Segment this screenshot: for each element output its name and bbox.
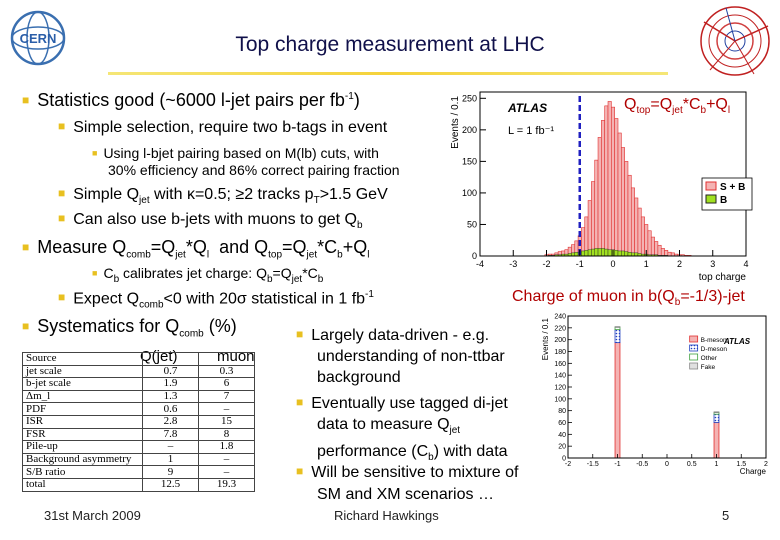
table-cell: –	[143, 441, 199, 454]
table-cell: 15	[199, 415, 255, 428]
background-bar	[598, 248, 601, 256]
signal-bar	[658, 245, 661, 256]
table-cell: –	[199, 453, 255, 466]
signal-bar	[621, 148, 624, 256]
y-tick-label: 180	[554, 349, 566, 356]
y-tick-label: 120	[554, 384, 566, 392]
muon-charge-histogram	[540, 308, 774, 478]
muon-charge-label: Charge of muon in $b(Q_b=-1/3)$-jet	[512, 288, 745, 309]
table-cell: ISR	[23, 415, 143, 428]
signal-bar	[611, 107, 614, 256]
background-bar	[615, 250, 618, 256]
signal-bar	[641, 217, 644, 256]
table-cell: 1.8	[199, 441, 255, 454]
legend-swatch-signal	[706, 182, 716, 190]
bullet-statistics: ■ Statistics good (~6000 l-jet pairs per $fb^{-1}$)	[22, 90, 360, 110]
signal-bar	[618, 133, 621, 256]
systematics-table	[22, 352, 255, 492]
table-row	[23, 428, 255, 441]
table-col-header-muon: muon	[217, 348, 255, 365]
y-tick-label: 0	[562, 455, 566, 463]
table-cell: 8	[199, 428, 255, 441]
signal-bar	[635, 198, 638, 256]
cern-logo-text: CERN	[19, 31, 57, 46]
background-bar	[581, 251, 584, 256]
y-tick-label: 220	[554, 325, 566, 333]
table-cell: 12.5	[143, 478, 199, 491]
bullet-pairing: ■ Using l-bjet pairing based on M(lb) cuts, with 30% efficiency and 86% correct pairing fraction	[92, 145, 400, 178]
table-cell: –	[199, 466, 255, 479]
background-bar	[625, 252, 628, 256]
table-cell: Background asymmetry	[23, 453, 143, 466]
table-cell: 7.8	[143, 428, 199, 441]
signal-bar	[588, 200, 591, 256]
legend-swatch	[690, 363, 698, 369]
qtop-formula-label: $Q_{top}=Q_{jet}*C_b+Q_l$	[624, 96, 731, 117]
y-tick-label: 150	[461, 156, 477, 167]
table-row	[23, 365, 255, 378]
page-number: 5	[722, 508, 730, 523]
legend-swatch	[690, 345, 698, 351]
y-tick-label: 160	[554, 360, 566, 368]
signal-bar	[608, 101, 611, 256]
x-tick-label: -1	[575, 259, 584, 269]
background-bar	[585, 250, 588, 256]
background-bar	[591, 249, 594, 256]
y-tick-label: 50	[466, 219, 477, 230]
footer-date: 31st March 2009	[44, 508, 141, 523]
bullet-bjets-muons: ■ Can also use b-jets with muons to get $Q_b$	[58, 211, 363, 232]
bullet-calibration: ■ $C_b$ calibrates jet charge: $Q_b=Q_{jet}*C_b$	[92, 265, 324, 285]
x-tick-label: -3	[509, 259, 518, 269]
stacked-bar-d-meson	[615, 330, 620, 343]
table-row	[23, 390, 255, 403]
legend-label: Fake	[700, 364, 716, 371]
signal-bar	[648, 231, 651, 256]
table-cell: Pile-up	[23, 441, 143, 454]
legend-swatch	[690, 354, 698, 360]
legend-label: Other	[700, 355, 717, 362]
legend-label: D-meson	[700, 346, 728, 353]
bullet-measure: ■ Measure $Q_{comb}=Q_{jet}*Q_l$ and $Q_{top}=Q_{jet}*C_b+Q_l$	[22, 237, 370, 261]
bullet-systematics: ■ Systematics for $Q_{comb}$ (%)	[22, 316, 237, 340]
signal-bar	[598, 137, 601, 256]
background-bar	[588, 250, 591, 256]
y-tick-label: 0	[471, 251, 477, 261]
bullet-selection: ■ Simple selection, require two b-tags in event	[58, 119, 388, 136]
stacked-bar-fake	[714, 412, 719, 413]
table-cell: S/B ratio	[23, 466, 143, 479]
y-tick-label: 250	[461, 93, 477, 104]
x-tick-label: 1	[714, 461, 719, 468]
signal-bar	[601, 120, 604, 256]
footer-author: Richard Hawkings	[334, 508, 439, 523]
atlas-label: ATLAS	[508, 101, 548, 115]
table-row	[23, 466, 255, 479]
x-tick-label: -0.5	[636, 461, 649, 468]
bullet-mixture: ■ Will be sensitive to mixture of SM and XM scenarios …	[296, 464, 519, 503]
x-tick-label: 2	[764, 461, 768, 468]
x-tick-label: 4	[743, 259, 749, 269]
legend-swatch-background	[706, 195, 716, 203]
table-cell: 6	[199, 378, 255, 391]
table-cell: b-jet scale	[23, 378, 143, 391]
stacked-bar-d-meson	[714, 414, 719, 422]
y-tick-label: 240	[554, 313, 566, 321]
luminosity-label: L = 1 fb⁻¹	[508, 125, 555, 137]
signal-bar	[638, 208, 641, 256]
x-tick-label: 1	[643, 259, 649, 269]
title-underline	[108, 72, 668, 75]
y-tick-label: 200	[554, 337, 566, 345]
y-tick-label: 80	[558, 408, 566, 416]
background-bar	[618, 251, 621, 256]
legend-swatch	[690, 336, 698, 342]
background-bar	[605, 249, 608, 256]
signal-bar	[668, 252, 671, 256]
table-row	[23, 441, 255, 454]
legend-label-signal: S + B	[720, 182, 746, 193]
x-tick-label: -1	[614, 461, 621, 468]
table-cell: –	[199, 403, 255, 416]
x-tick-label: -4	[475, 259, 485, 269]
stacked-bar-b-meson	[615, 343, 620, 458]
background-bar	[608, 250, 611, 256]
table-cell: 0.7	[143, 365, 199, 378]
bullet-expect: ■ Expect $Q_{comb}<0$ with 20σ statistical in 1 $fb^{-1}$	[58, 289, 374, 311]
top-charge-histogram	[446, 86, 772, 286]
table-cell: 0.3	[199, 365, 255, 378]
table-cell: 0.6	[143, 403, 199, 416]
table-row	[23, 378, 255, 391]
table-cell	[199, 353, 255, 366]
y-tick-label: 200	[461, 124, 477, 135]
x-tick-label: -2	[542, 259, 551, 269]
signal-bar	[628, 175, 631, 256]
background-bar	[595, 248, 598, 256]
table-cell: PDF	[23, 403, 143, 416]
y-tick-label: 100	[554, 396, 566, 404]
signal-bar	[605, 106, 608, 256]
signal-bar	[615, 118, 618, 256]
x-tick-label: -2	[564, 461, 572, 468]
table-cell: 2.8	[143, 415, 199, 428]
y-tick-label: 100	[461, 187, 477, 198]
table-cell	[143, 353, 199, 366]
bullet-dijet: ■ Eventually use tagged di-jet data to measure $Q_{jet}$ performance $(C_b)$ with data	[296, 395, 508, 464]
y-tick-label: 60	[558, 420, 566, 427]
table-cell: 1	[143, 453, 199, 466]
x-tick-label: 0	[665, 461, 669, 468]
legend-label-background: B	[720, 195, 728, 206]
table-row	[23, 478, 255, 491]
table-cell: Δm_l	[23, 390, 143, 403]
signal-bar	[661, 248, 664, 256]
table-cell: 1.3	[143, 390, 199, 403]
signal-bar	[665, 250, 668, 256]
signal-bar	[591, 182, 594, 256]
table-row	[23, 453, 255, 466]
background-bar	[628, 252, 631, 256]
y-tick-label: 20	[558, 443, 566, 451]
table-cell: 19.3	[199, 478, 255, 491]
signal-bar	[595, 160, 598, 256]
signal-bar	[655, 241, 658, 256]
table-row	[23, 403, 255, 416]
x-axis-label: Charge	[739, 467, 766, 476]
background-bar	[601, 248, 604, 256]
table-row	[23, 353, 255, 366]
signal-bar	[625, 161, 628, 256]
bullet-qjet: ■ Simple $Q_{jet}$ with κ=0.5; ≥2 tracks $p_T>1.5$ GeV	[58, 186, 388, 207]
atlas-label: ATLAS	[724, 337, 751, 346]
x-tick-label: 0	[610, 259, 616, 269]
table-row	[23, 415, 255, 428]
background-bar	[575, 252, 578, 256]
table-cell: FSR	[23, 428, 143, 441]
x-tick-label: 3	[710, 259, 716, 269]
table-cell: total	[23, 478, 143, 491]
table-cell: 7	[199, 390, 255, 403]
table-col-header-qjet: Q(jet)	[140, 348, 178, 365]
table-cell: 9	[143, 466, 199, 479]
bullet-data-driven: ■ Largely data-driven - e.g. understanding of non-ttbar background	[296, 327, 505, 386]
signal-bar	[651, 237, 654, 256]
stacked-bar-fake	[615, 327, 620, 328]
legend-label: B-meson	[700, 337, 727, 344]
y-tick-label: 140	[554, 372, 566, 380]
x-tick-label: 2	[676, 259, 683, 269]
signal-bar	[631, 188, 634, 256]
x-axis-label: top charge	[698, 272, 746, 283]
y-axis-label: Events / 0.1	[450, 96, 461, 149]
slide-title: Top charge measurement at LHC	[235, 33, 545, 56]
y-tick-label: 40	[558, 431, 566, 439]
table-cell: 1.9	[143, 378, 199, 391]
stacked-bar-b-meson	[714, 423, 719, 459]
table-cell: jet scale	[23, 365, 143, 378]
x-tick-label: 1.5	[736, 461, 747, 468]
table-cell: Source	[23, 353, 143, 366]
background-bar	[621, 251, 624, 256]
y-axis-label: Events / 0.1	[541, 318, 550, 361]
x-tick-label: 0.5	[686, 461, 697, 468]
x-tick-label: -1.5	[586, 461, 599, 468]
